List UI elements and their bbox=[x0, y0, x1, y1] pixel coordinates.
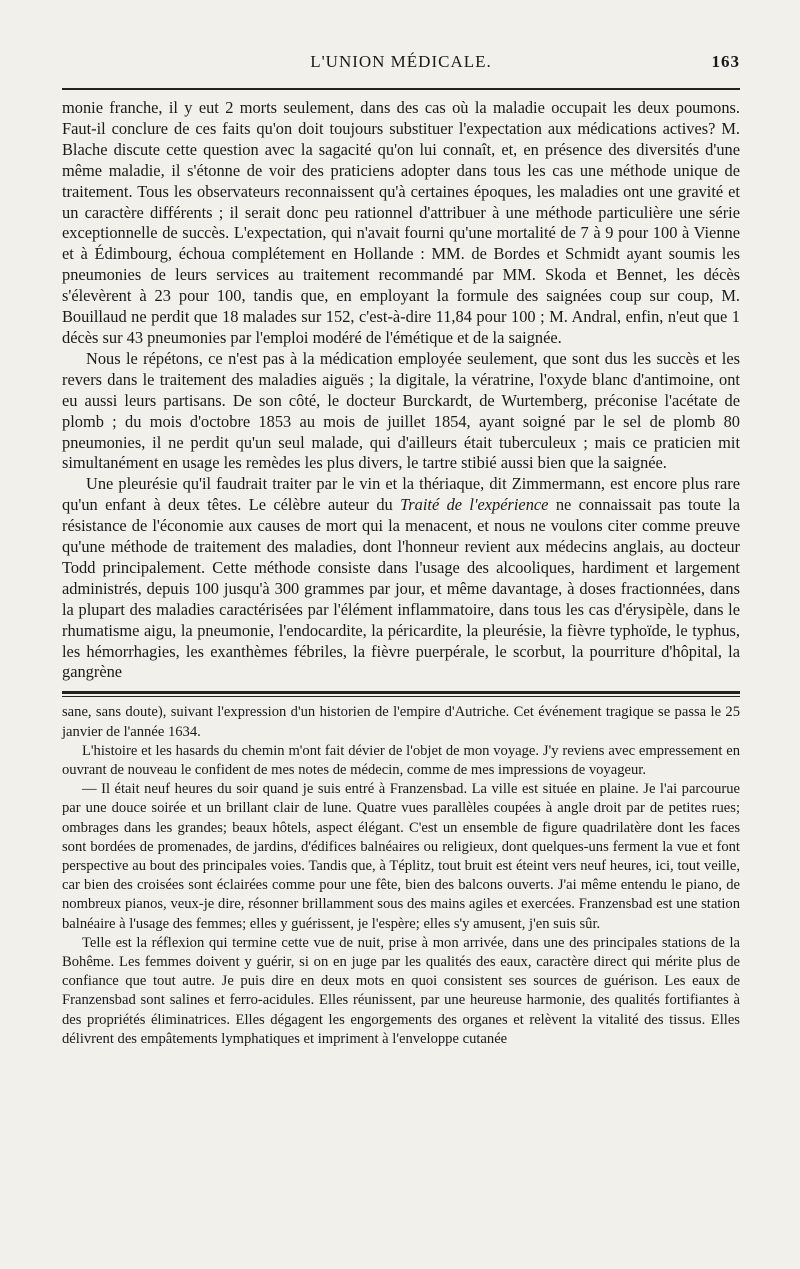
text-segment: ne connaissait pas toute la résistance de l'économie aux causes de mort qui la menacent, et nous ne voulons citer comme preuve qu'une méthode de traitement des maladies, dont l'honneur revient aux médecins anglais, au docteur Todd principalement. Cette méthode consiste dans l'usage des alcooliques, hardiment et largement administrés, depuis 100 jusqu'à 300 grammes par jour, et même davantage, à doses fractionnées, dans la plupart des maladies caractérisées par l'élément inflammatoire, dans tous les cas d'érysipèle, dans le rhumatisme aigu, la pneumonie, l'endocardite, la péricardite, la pleurésie, la fièvre typhoïde, le typhus, les hémorrhagies, les exanthèmes fébriles, la fièvre puerpérale, le scorbut, la pourriture d'hôpital, la gangrène bbox=[62, 495, 740, 682]
feuilleton-separator bbox=[62, 691, 740, 694]
main-article bbox=[62, 98, 740, 683]
feuilleton bbox=[62, 703, 740, 1049]
italic-book-title: Traité de l'expérience bbox=[400, 495, 549, 515]
page-content bbox=[62, 48, 740, 1049]
header-rule bbox=[62, 88, 740, 90]
feuilleton-paragraph: — Il était neuf heures du soir quand je suis entré à Franzensbad. La ville est située en plaine. Je l'ai parcourue par une douce soirée et un brillant clair de lune. Quatre vues parallèles coupées à angle droit par de petites rues; ombrages dans les grandes; beaux hôtels, aspect élégant. C'est un ensemble de figure quadrilatère dont les faces sont bordées de promenades, de jardins, d'édifices balnéaires ou religieux, dont quelques-uns ferment la vue et font perspective au bout des principales voies. Tandis que, à Téplitz, tout bruit est éteint vers neuf heures, ici, tout veille, car bien des croisées sont éclairées comme pour une fête, bien des balcons ouverts. J'ai même entendu le piano, de nombreux pianos, veux-je dire, résonner brillamment sous des mains agiles et exercées. Franzensbad est une station balnéaire à l'usage des femmes; elles y guérissent, je l'espère; elles s'y amusent, j'en suis sûr. bbox=[62, 781, 740, 932]
main-paragraph: Nous le répétons, ce n'est pas à la médication employée seulement, que sont dus les succès et les revers dans le traitement des maladies aiguës ; la digitale, la vératrine, l'oxyde blanc d'antimoine, ont eu aussi leurs partisans. De son côté, le docteur Burckardt, de Wurtemberg, préconise l'acétate de plomb ; du mois d'octobre 1853 au mois de juillet 1854, ayant soigné par le sel de plomb 80 pneumonies, il ne perdit qu'un seul malade, qui d'ailleurs était tuberculeux ; mais ce praticien mit simultanément en usage les remèdes les plus divers, le tartre stibié aussi bien que la saignée. bbox=[62, 348, 740, 473]
text-segment: Une pleurésie qu'il faudrait traiter par le vin et la thériaque, dit Zimmermann, est encore plus rare qu'un enfant à deux têtes. Le célèbre auteur du bbox=[62, 474, 740, 515]
page-number: 163 bbox=[711, 52, 740, 71]
feuilleton-paragraph: Telle est la réflexion qui termine cette vue de nuit, prise à mon arrivée, dans une des principales stations de la Bohême. Les femmes doivent y guérir, si on en juge par les qualités des eaux, caractère direct qui mérite plus de confiance que tout autre. Je puis dire en deux mots en quoi consistent ses sources de guérison. Les eaux de Franzensbad sont salines et ferro-acidules. Elles réunissent, par une heureuse harmonie, des qualités fortifiantes à des propriétés éliminatrices. Elles dégagent les engorgements des organes et relèvent la vitalité des tissus. Elles délivrent des empâtements lymphatiques et impriment à l'enveloppe cutanée bbox=[62, 934, 740, 1047]
main-paragraph bbox=[62, 474, 740, 683]
feuilleton-paragraph: L'histoire et les hasards du chemin m'ont fait dévier de l'objet de mon voyage. J'y reviens avec empressement en ouvrant de nouveau le confident de mes notes de médecin, comme de mes impressions de voyageur. bbox=[62, 742, 740, 778]
running-header bbox=[62, 48, 740, 74]
main-paragraph: monie franche, il y eut 2 morts seulement, dans des cas où la maladie occupait les deux poumons. Faut-il conclure de ces faits qu'on doit toujours substituer l'expectation aux médications actives? M. Blache discute cette question avec la sagacité qu'on lui connaît, et, en présence des diversités d'une même maladie, il s'étonne de voir des praticiens adopter dans tous les cas une méthode unique de traitement. Tous les observateurs reconnaissent qu'à certaines époques, les maladies ont une gravité et un caractère différents ; il serait donc peu rationnel d'attribuer à une méthode particulière une série exceptionnelle de succès. L'expectation, qui n'avait fourni qu'une mortalité de 7 à 9 pour 100 à Vienne et à Édimbourg, échoua complétement en Hollande : MM. de Bordes et Schmidt ayant soumis les pneumonies de leurs services au traitement recommandé par MM. Skoda et Bennet, les décès s'élevèrent à 23 pour 100, tandis que, en employant la formule des saignées coup sur coup, M. Bouillaud ne perdit que 18 malades sur 152, c'est-à-dire 11,84 pour 100 ; M. Andral, enfin, n'eut que 1 décès sur 43 pneumonies par l'emploi modéré de l'émétique et de la saignée. bbox=[62, 98, 740, 347]
journal-title: L'UNION MÉDICALE. bbox=[310, 52, 492, 71]
feuilleton-separator-thin bbox=[62, 696, 740, 697]
feuilleton-paragraph: sane, sans doute), suivant l'expression d'un historien de l'empire d'Autriche. Cet événement tragique se passa le 25 janvier de l'année 1634. bbox=[62, 704, 740, 740]
